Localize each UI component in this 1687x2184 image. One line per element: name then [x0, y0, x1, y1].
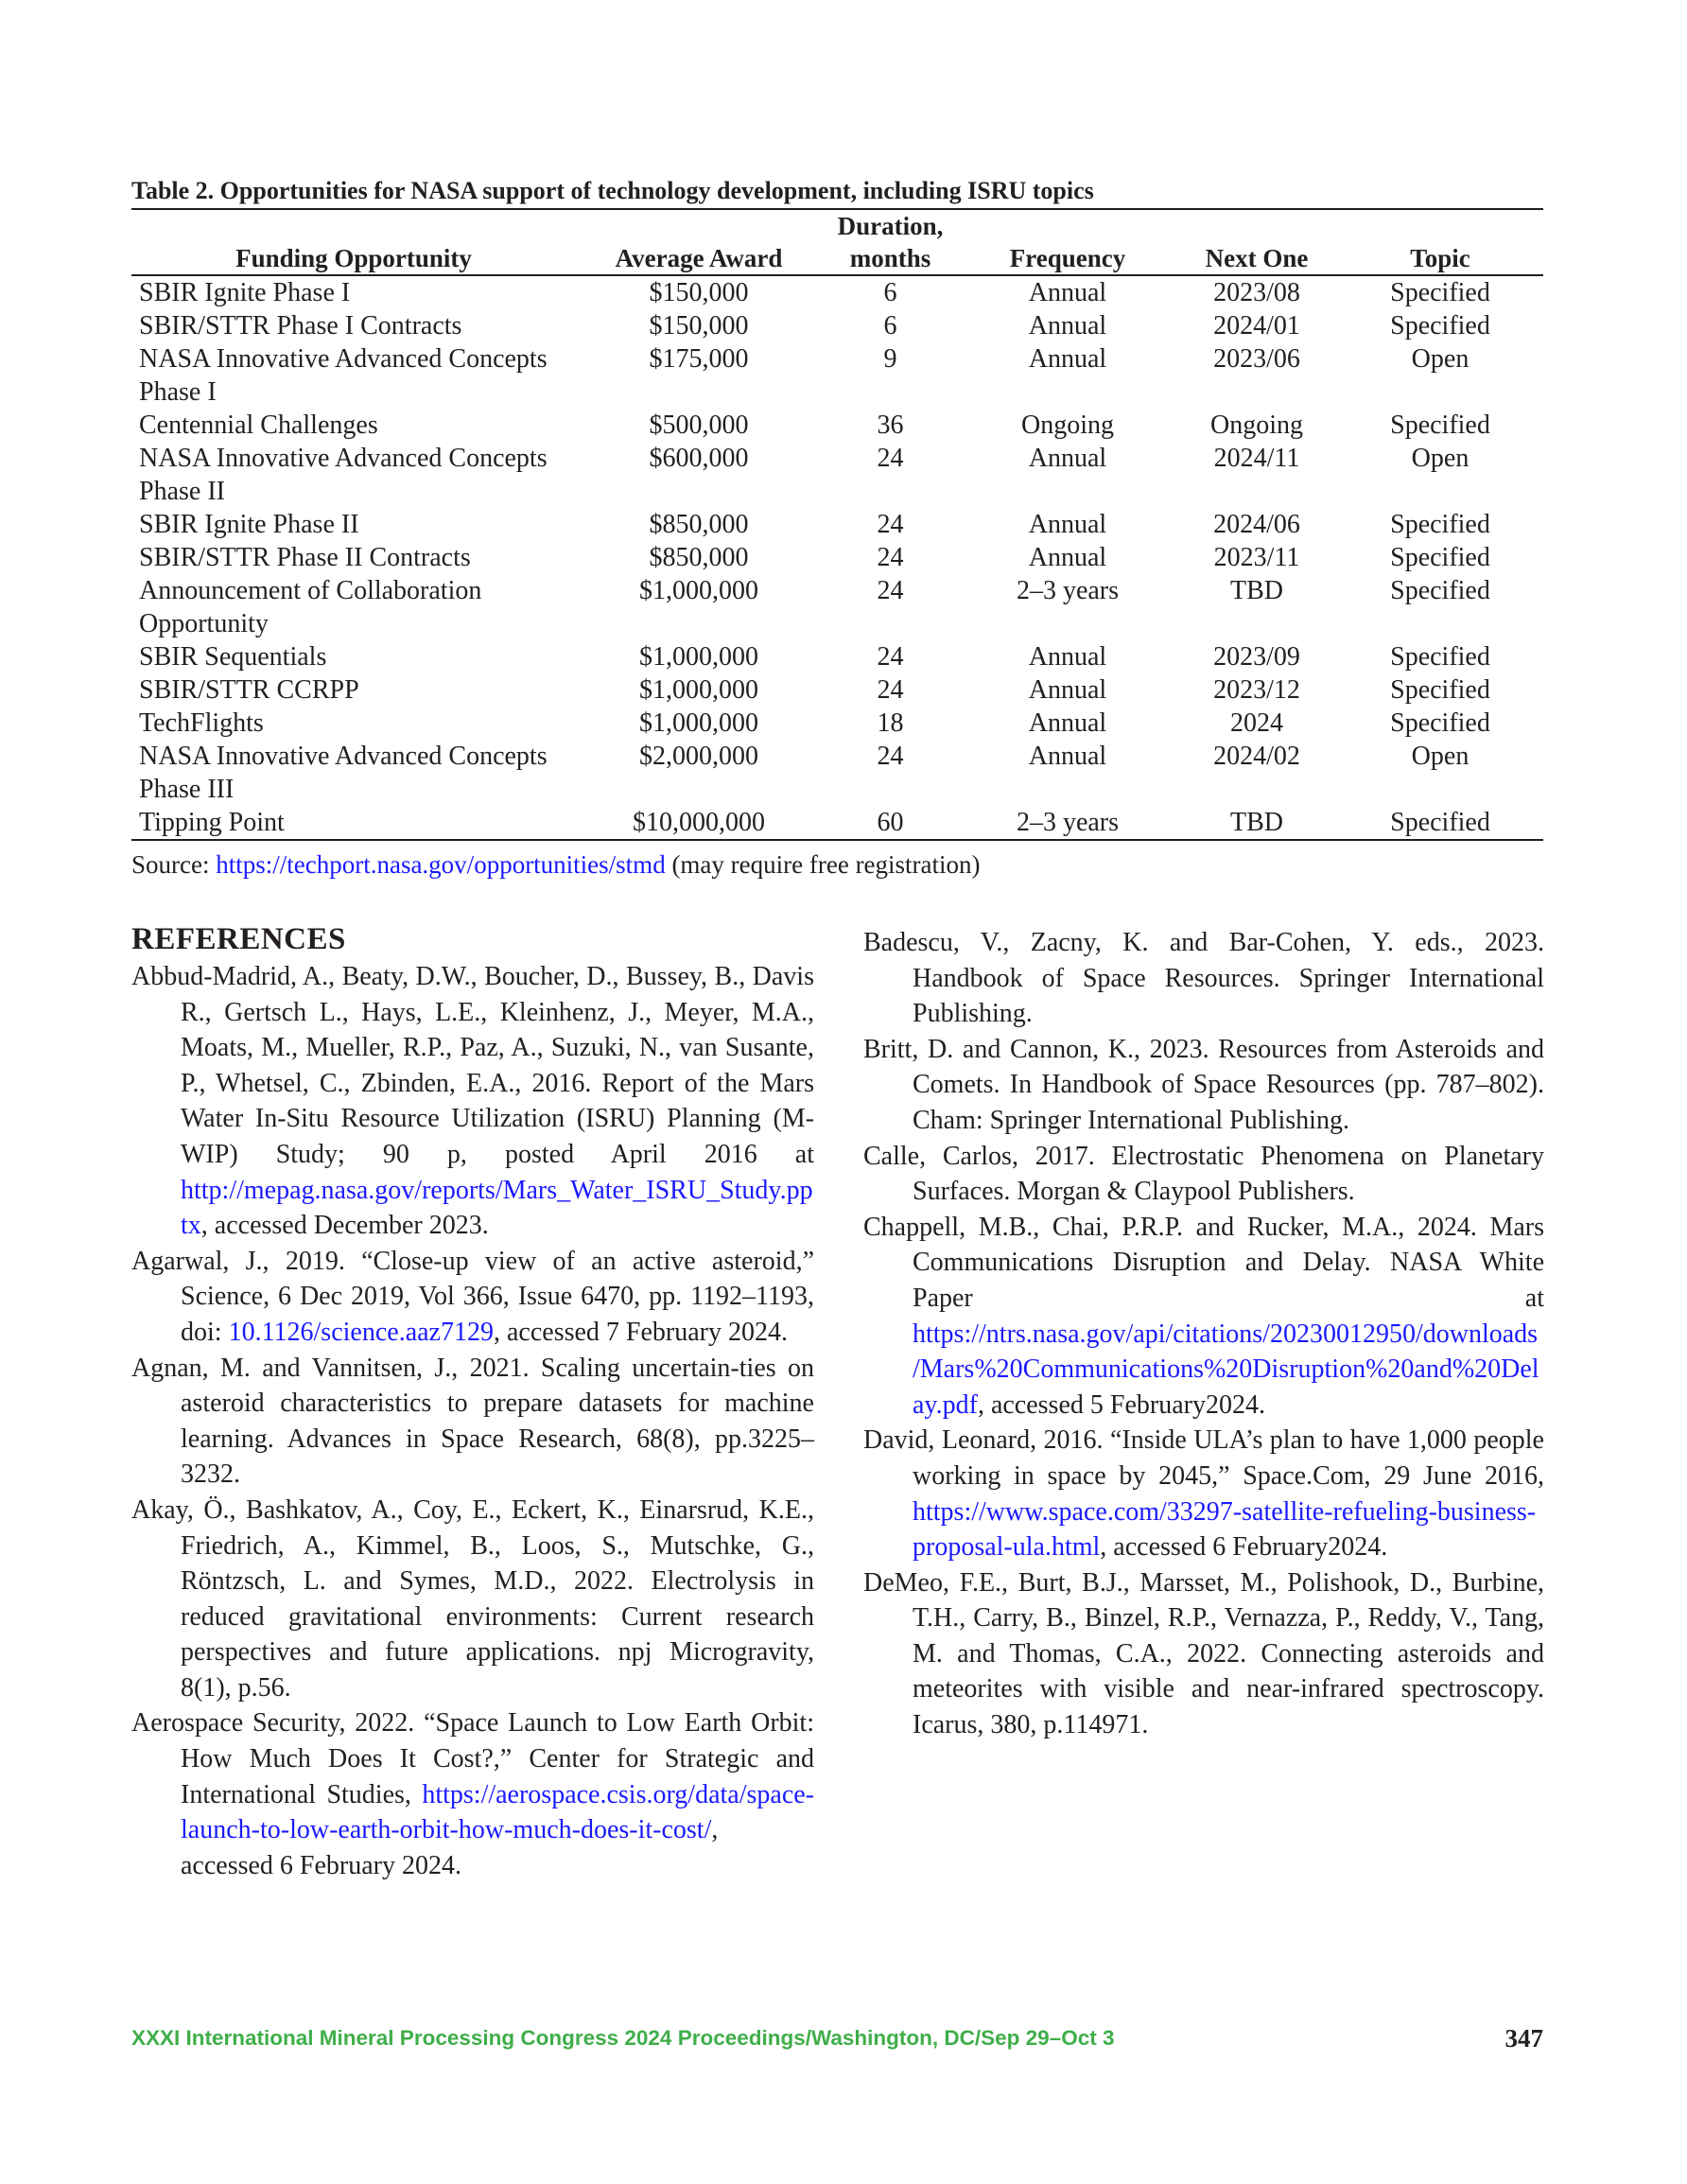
cell-next-one: 2023/12	[1213, 675, 1300, 705]
cell-frequency: Annual	[1028, 444, 1107, 473]
table-title: Table 2. Opportunities for NASA support of technology development, including ISRU topics	[131, 177, 1094, 204]
cell-duration: 24	[877, 510, 904, 539]
cell-duration: 24	[877, 675, 904, 705]
reference-text: Agnan, M. and Vannitsen, J., 2021. Scaling uncertain-ties on asteroid characteristics to prepare datasets for machine learning. Advances in Space Research, 68(8), pp.3225–3232.	[131, 1353, 814, 1490]
cell-next-one: 2024	[1230, 708, 1283, 738]
cell-duration: 36	[877, 411, 904, 440]
reference-text: Akay, Ö., Bashkatov, A., Coy, E., Eckert, K., Einarsrud, K.E., Friedrich, A., Kimmel, B., Loos, S., Mutschke, G., Röntzsch, L. and Symes, M.D., 2022. Electrolysis in reduced gravitational environments: Current research perspectives and future applications. npj Microgravity, 8(1), p.56.	[131, 1494, 814, 1703]
reference-text: Agarwal, J., 2019. “Close-up view of an active asteroid,” Science, 6 Dec 2019, Vol 366, Issue 6470, pp. 1192–1193, doi:	[131, 1246, 814, 1347]
cell-next-one: 2023/11	[1213, 543, 1300, 572]
table-block	[131, 176, 1543, 881]
cell-funding-opportunity: SBIR Ignite Phase II	[139, 510, 359, 539]
source-note: (may require free registration)	[665, 850, 981, 879]
cell-duration: 24	[877, 642, 904, 672]
cell-funding-opportunity: TechFlights	[139, 708, 264, 738]
cell-topic: Specified	[1390, 510, 1490, 539]
cell-funding-opportunity: Centennial Challenges	[139, 411, 378, 440]
header-next-one: Next One	[1205, 244, 1309, 272]
reference-text: DeMeo, F.E., Burt, B.J., Marsset, M., Polishook, D., Burbine, T.H., Carry, B., Binzel, R.P., Vernazza, P., Reddy, V., Tang, M. and Thomas, C.A., 2022. Connecting asteroids and meteorites with visible and near-infrared spectroscopy. Icarus, 380, p.114971.	[863, 1567, 1544, 1740]
reference-text: Chappell, M.B., Chai, P.R.P. and Rucker, M.A., 2024. Mars Communications Disruption and Delay. NASA White Paper at	[863, 1212, 1544, 1313]
cell-next-one: TBD	[1230, 576, 1283, 605]
cell-duration: 9	[883, 344, 897, 374]
table-row	[131, 275, 1543, 309]
cell-duration: 24	[877, 742, 904, 771]
reference-entry	[863, 1423, 1544, 1564]
cell-average-award: $2,000,000	[639, 742, 758, 771]
reference-entry	[131, 1493, 814, 1706]
header-duration	[822, 209, 959, 275]
cell-next-one: TBD	[1230, 808, 1283, 837]
reference-link[interactable]: https://ntrs.nasa.gov/api/citations/20230012950/downloads/Mars%20Communications%20Disruption%20and%20Delay.pdf	[913, 1319, 1539, 1420]
cell-frequency: Annual	[1028, 311, 1107, 341]
table-row	[131, 740, 1543, 806]
table-row	[131, 442, 1543, 508]
cell-next-one: 2023/06	[1213, 344, 1300, 374]
cell-frequency: Annual	[1028, 510, 1107, 539]
cell-average-award: $10,000,000	[633, 808, 765, 837]
cell-topic: Specified	[1390, 642, 1490, 672]
header-frequency: Frequency	[1009, 244, 1126, 272]
reference-text: David, Leonard, 2016. “Inside ULA’s plan to have 1,000 people working in space by 2045,” Space.Com, 29 June 2016,	[863, 1425, 1544, 1491]
reference-entry	[863, 1139, 1544, 1210]
cell-topic: Specified	[1390, 411, 1490, 440]
cell-frequency: 2–3 years	[1016, 808, 1120, 837]
table-body	[131, 275, 1543, 840]
cell-frequency: Annual	[1028, 642, 1107, 672]
footer-proceedings-text: XXXI International Mineral Processing Congress 2024 Proceedings/Washington, DC/Sep 29–Oct 3	[131, 2026, 1115, 2050]
cell-duration: 24	[877, 576, 904, 605]
reference-entry	[131, 1244, 814, 1351]
cell-average-award: $1,000,000	[639, 708, 758, 738]
cell-average-award: $1,000,000	[639, 576, 758, 605]
header-average-award: Average Award	[615, 244, 783, 272]
cell-next-one: 2024/11	[1213, 444, 1300, 473]
cell-topic: Specified	[1390, 543, 1490, 572]
cell-funding-opportunity: SBIR/STTR Phase I Contracts	[139, 311, 462, 341]
reference-link[interactable]: https://aerospace.csis.org/data/space-launch-to-low-earth-orbit-how-much-does-it-cost/	[181, 1779, 814, 1845]
table-row	[131, 574, 1543, 640]
header-funding-opportunity: Funding Opportunity	[235, 244, 472, 272]
reference-link[interactable]: http://mepag.nasa.gov/reports/Mars_Water_ISRU_Study.pptx	[181, 1175, 813, 1241]
opportunities-table	[131, 208, 1543, 841]
reference-text-after: , accessed 5 February2024.	[977, 1389, 1265, 1420]
header-topic: Topic	[1410, 244, 1470, 272]
cell-next-one: 2023/09	[1213, 642, 1300, 672]
cell-funding-opportunity: NASA Innovative Advanced Concepts Phase I	[139, 344, 548, 407]
cell-duration: 6	[883, 278, 897, 307]
reference-text: Calle, Carlos, 2017. Electrostatic Phenomena on Planetary Surfaces. Morgan & Claypool Publishers.	[863, 1141, 1544, 1207]
reference-entry	[863, 1565, 1544, 1743]
header-duration-line1: Duration,	[837, 212, 944, 240]
cell-average-award: $500,000	[649, 411, 749, 440]
cell-funding-opportunity: SBIR Sequentials	[139, 642, 327, 672]
cell-topic: Specified	[1390, 708, 1490, 738]
cell-frequency: Annual	[1028, 675, 1107, 705]
cell-frequency: Annual	[1028, 742, 1107, 771]
cell-funding-opportunity: SBIR/STTR CCRPP	[139, 675, 359, 705]
table-row	[131, 342, 1543, 409]
cell-average-award: $850,000	[649, 510, 749, 539]
cell-frequency: Annual	[1028, 278, 1107, 307]
reference-entry	[131, 1705, 814, 1883]
reference-text: Badescu, V., Zacny, K. and Bar-Cohen, Y. eds., 2023. Handbook of Space Resources. Springer International Publishing.	[863, 928, 1544, 1029]
references-right-column	[863, 925, 1544, 1743]
cell-average-award: $1,000,000	[639, 642, 758, 672]
reference-text-after: , accessed 6 February 2024.	[181, 1815, 719, 1880]
cell-average-award: $175,000	[649, 344, 749, 374]
table-row	[131, 806, 1543, 840]
reference-entry	[863, 1210, 1544, 1424]
reference-text-after: , accessed December 2023.	[200, 1211, 489, 1241]
reference-entry	[131, 959, 814, 1244]
reference-text: Aerospace Security, 2022. “Space Launch to Low Earth Orbit: How Much Does It Cost?,” Center for Strategic and International Studies,	[131, 1708, 814, 1809]
cell-frequency: 2–3 years	[1016, 576, 1120, 605]
cell-funding-opportunity: SBIR/STTR Phase II Contracts	[139, 543, 471, 572]
cell-frequency: Annual	[1028, 344, 1107, 374]
cell-topic: Specified	[1390, 576, 1490, 605]
reference-text: Abbud-Madrid, A., Beaty, D.W., Boucher, D., Bussey, B., Davis R., Gertsch L., Hays, L.E., Kleinhenz, J., Meyer, M.A., Moats, M., Mueller, R.P., Paz, A., Suzuki, N., van Susante, P., Whetsel, C., Zbinden, E.A., 2016. Report of the Mars Water In-Situ Resource Utilization (ISRU) Planning (M-WIP) Study; 90 p, posted April 2016 at	[131, 962, 814, 1169]
cell-topic: Specified	[1390, 675, 1490, 705]
header-duration-line2: months	[849, 244, 931, 272]
cell-topic: Open	[1411, 742, 1470, 771]
cell-funding-opportunity: Tipping Point	[139, 808, 285, 837]
cell-average-award: $850,000	[649, 543, 749, 572]
cell-next-one: Ongoing	[1210, 411, 1303, 440]
source-label: Source:	[131, 850, 217, 879]
page-footer	[131, 2024, 1543, 2053]
reference-link[interactable]: https://www.space.com/33297-satellite-refueling-business-proposal-ula.html	[913, 1496, 1537, 1563]
cell-duration: 18	[877, 708, 904, 738]
page-number: 347	[1504, 2024, 1543, 2053]
table-source	[131, 848, 1543, 881]
cell-next-one: 2024/02	[1213, 742, 1300, 771]
reference-text-after: , accessed 6 February2024.	[1100, 1532, 1388, 1563]
cell-topic: Specified	[1390, 311, 1490, 341]
reference-text-after: , accessed 7 February 2024.	[493, 1317, 788, 1347]
cell-topic: Open	[1411, 444, 1470, 473]
cell-duration: 60	[877, 808, 904, 837]
cell-frequency: Annual	[1028, 543, 1107, 572]
cell-topic: Specified	[1390, 278, 1490, 307]
cell-next-one: 2024/06	[1213, 510, 1300, 539]
cell-average-award: $150,000	[649, 278, 749, 307]
cell-funding-opportunity: NASA Innovative Advanced Concepts Phase II	[139, 444, 548, 506]
cell-frequency: Ongoing	[1021, 411, 1114, 440]
table-row	[131, 309, 1543, 342]
table-row	[131, 508, 1543, 541]
cell-duration: 24	[877, 543, 904, 572]
cell-duration: 6	[883, 311, 897, 341]
cell-average-award: $150,000	[649, 311, 749, 341]
table-row	[131, 640, 1543, 673]
cell-next-one: 2023/08	[1213, 278, 1300, 307]
table-row	[131, 673, 1543, 707]
cell-funding-opportunity: NASA Innovative Advanced Concepts Phase III	[139, 742, 548, 804]
source-link[interactable]: https://techport.nasa.gov/opportunities/stmd	[216, 850, 666, 879]
table-header-row	[131, 209, 1543, 275]
reference-entry	[131, 1351, 814, 1493]
reference-entry	[863, 1032, 1544, 1139]
cell-average-award: $600,000	[649, 444, 749, 473]
cell-funding-opportunity: Announcement of Collaboration Opportunity	[139, 576, 482, 638]
cell-next-one: 2024/01	[1213, 311, 1300, 341]
cell-topic: Open	[1411, 344, 1470, 374]
cell-duration: 24	[877, 444, 904, 473]
reference-text: Britt, D. and Cannon, K., 2023. Resources from Asteroids and Comets. In Handbook of Space Resources (pp. 787–802). Cham: Springer International Publishing.	[863, 1034, 1544, 1135]
reference-entry	[863, 925, 1544, 1032]
reference-link[interactable]: 10.1126/science.aaz7129	[228, 1317, 494, 1347]
cell-funding-opportunity: SBIR Ignite Phase I	[139, 278, 351, 307]
table-row	[131, 409, 1543, 442]
references-left-column	[131, 919, 814, 1883]
references-heading: REFERENCES	[131, 922, 346, 956]
cell-frequency: Annual	[1028, 708, 1107, 738]
cell-average-award: $1,000,000	[639, 675, 758, 705]
cell-topic: Specified	[1390, 808, 1490, 837]
table-row	[131, 707, 1543, 740]
table-row	[131, 541, 1543, 574]
